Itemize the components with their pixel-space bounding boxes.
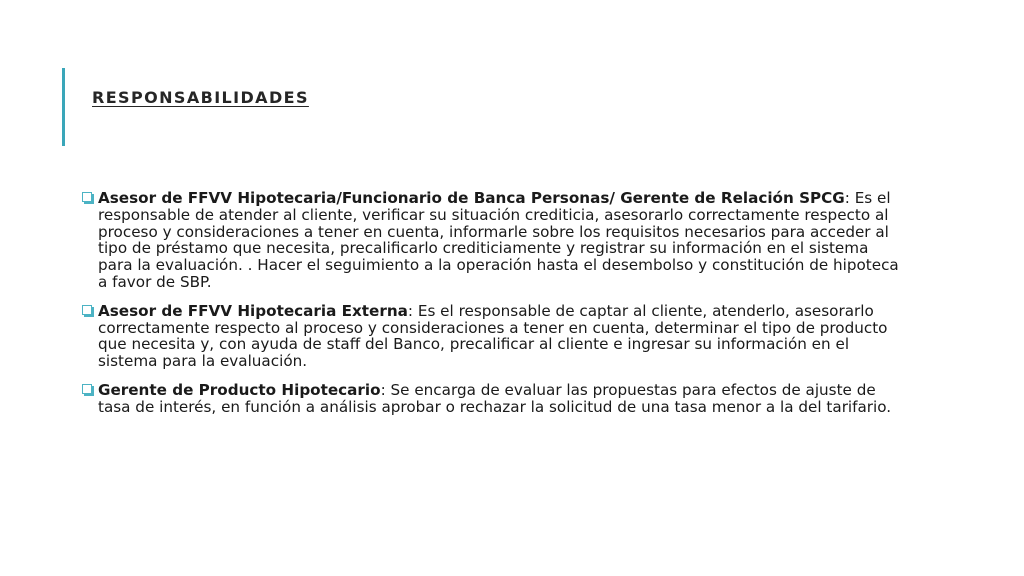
bullet-role: Gerente de Producto Hipotecario: [98, 380, 381, 399]
bullet-text: : Es el responsable de captar al cliente, atenderlo, asesorarlo correctamente respecto al proceso y consideraciones a tener en cuenta, determinar el tipo de producto que necesita y, con ayuda de staff del Banco, precalificar al cliente e ingresar su información en el sistema para la evaluación.: [98, 301, 888, 371]
bullet-item-asesor-ffvv: [82, 190, 902, 291]
bullet-role: Asesor de FFVV Hipotecaria Externa: [98, 301, 408, 320]
checkbox-square-icon: [82, 305, 92, 315]
slide-title: RESPONSABILIDADES: [92, 88, 309, 107]
accent-bar: [62, 68, 65, 146]
bullet-list: [82, 190, 902, 428]
bullet-text: : Se encarga de evaluar las propuestas para efectos de ajuste de tasa de interés, en función a análisis aprobar o rechazar la solicitud de una tasa menor a la del tarifario.: [98, 380, 892, 416]
checkbox-square-icon: [82, 192, 92, 202]
bullet-role: Asesor de FFVV Hipotecaria/Funcionario de Banca Personas/ Gerente de Relación SPCG: [98, 189, 845, 207]
bullet-item-asesor-externa: [82, 303, 902, 370]
bullet-item-gerente-producto: [82, 382, 902, 416]
checkbox-square-icon: [82, 384, 92, 394]
bullet-text: : Es el responsable de atender al cliente, verificar su situación crediticia, asesorarlo correctamente respecto al proceso y consideraciones a tener en cuenta, informarle sobre los requisitos necesarios para acceder al tipo de préstamo que necesita, precalificarlo crediticiamente y registrar su información en el sistema para la evaluación. . Hacer el seguimiento a la operación hasta el desembolso y constitución de hipoteca a favor de SBP.: [98, 189, 899, 291]
